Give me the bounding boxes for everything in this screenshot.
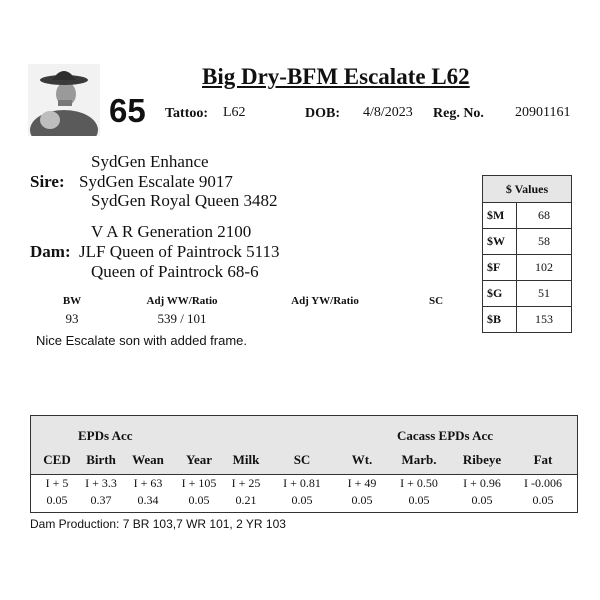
- epd-column-header: CED: [43, 452, 71, 467]
- epd-column-header: Year: [186, 452, 212, 467]
- epd-column-header: Birth: [86, 452, 116, 467]
- epd-column-header: Milk: [232, 452, 260, 467]
- sire-label: Sire:: [30, 172, 65, 191]
- dollar-key: $B: [483, 307, 517, 333]
- epd-value: I -0.006: [524, 476, 562, 490]
- bw-value: 93: [65, 311, 79, 326]
- dollar-key: $M: [483, 203, 517, 229]
- epd-value: I + 49: [347, 476, 377, 490]
- tattoo-value: L62: [223, 105, 246, 120]
- dam-label: Dam:: [30, 242, 71, 261]
- table-row: [483, 281, 572, 307]
- dollar-value: 102: [517, 255, 572, 281]
- dollar-key: $W: [483, 229, 517, 255]
- epd-accuracy: 0.05: [188, 493, 210, 507]
- dob-value: 4/8/2023: [363, 105, 413, 120]
- dam-sire: V A R Generation 2100: [91, 222, 252, 241]
- dollar-value: 153: [517, 307, 572, 333]
- epd-group-label: EPDs Acc: [78, 428, 133, 443]
- dollar-values-table: [482, 175, 572, 333]
- tattoo-label: Tattoo:: [165, 106, 209, 121]
- epd-value: I + 0.96: [463, 476, 501, 490]
- table-row: [483, 307, 572, 333]
- bw-label: BW: [62, 295, 82, 307]
- epd-column-header: Fat: [533, 452, 553, 467]
- comment: Nice Escalate son with added frame.: [36, 333, 247, 348]
- sire-sire: SydGen Enhance: [91, 152, 209, 171]
- reg-value: 20901161: [515, 105, 571, 120]
- dam-dam: Queen of Paintrock 68-6: [91, 262, 259, 281]
- table-row: [483, 229, 572, 255]
- cowboy-photo-icon: [28, 64, 100, 136]
- epd-column-header: Ribeye: [462, 452, 502, 467]
- page-title: Big Dry-BFM Escalate L62: [202, 64, 470, 89]
- dob-label: DOB:: [305, 106, 340, 121]
- epd-value: I + 0.81: [283, 476, 321, 490]
- adj-yw-label: Adj YW/Ratio: [291, 295, 359, 307]
- epd-column-header: Wt.: [351, 452, 373, 467]
- epd-accuracy: 0.05: [532, 493, 554, 507]
- epd-accuracy: 0.05: [46, 493, 68, 507]
- epd-column-header: Wean: [132, 452, 164, 467]
- dollar-key: $F: [483, 255, 517, 281]
- table-row: [483, 255, 572, 281]
- dollar-value: 68: [517, 203, 572, 229]
- epd-accuracy: 0.05: [408, 493, 430, 507]
- epd-value: I + 105: [181, 476, 217, 490]
- dam-production: Dam Production: 7 BR 103,7 WR 101, 2 YR 103: [30, 517, 286, 531]
- epd-accuracy: 0.05: [291, 493, 313, 507]
- carcass-group-label: Cacass EPDs Acc: [397, 428, 494, 443]
- epd-divider: [31, 474, 577, 475]
- dollar-key: $G: [483, 281, 517, 307]
- epd-value: I + 5: [45, 476, 69, 490]
- epd-value: I + 25: [231, 476, 261, 490]
- epd-value: I + 3.3: [85, 476, 117, 490]
- dollar-value: 51: [517, 281, 572, 307]
- adj-ww-label: Adj WW/Ratio: [146, 295, 218, 307]
- dollar-value: 58: [517, 229, 572, 255]
- table-row: [483, 203, 572, 229]
- dollar-values-header: $ Values: [483, 176, 572, 203]
- epd-accuracy: 0.05: [351, 493, 373, 507]
- lot-number: 65: [109, 92, 146, 129]
- reg-label: Reg. No.: [433, 106, 484, 121]
- epd-value: I + 63: [133, 476, 163, 490]
- sire-name: SydGen Escalate 9017: [79, 172, 233, 191]
- epd-column-header: SC: [293, 452, 311, 467]
- adj-ww-value: 539 / 101: [157, 311, 207, 326]
- sire-dam: SydGen Royal Queen 3482: [91, 191, 278, 210]
- epd-value: I + 0.50: [400, 476, 438, 490]
- epd-accuracy: 0.21: [235, 493, 257, 507]
- sc-label: SC: [428, 295, 444, 307]
- epd-column-header: Marb.: [401, 452, 437, 467]
- epd-accuracy: 0.05: [471, 493, 493, 507]
- dam-name: JLF Queen of Paintrock 5113: [79, 242, 280, 261]
- epd-accuracy: 0.37: [90, 493, 112, 507]
- epd-accuracy: 0.34: [137, 493, 159, 507]
